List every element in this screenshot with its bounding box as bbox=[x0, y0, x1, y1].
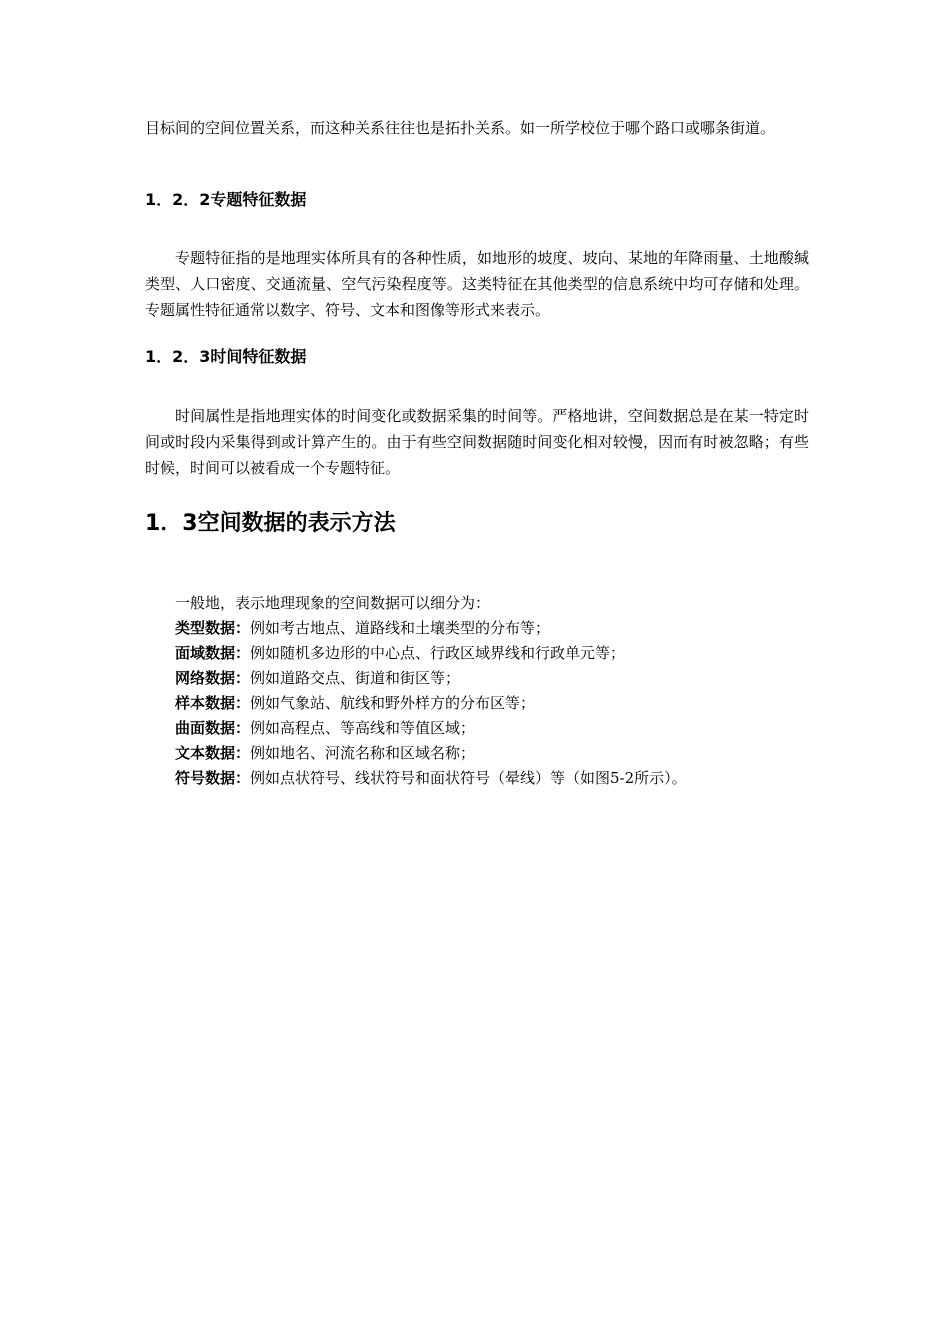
data-type-list bbox=[175, 591, 815, 791]
intro-paragraph: 目标间的空间位置关系，而这种关系往往也是拓扑关系。如一所学校位于哪个路口或哪条街道。 bbox=[145, 119, 776, 137]
list-lead bbox=[175, 591, 815, 616]
heading-1-3: 1．3空间数据的表示方法 bbox=[145, 511, 396, 536]
paragraph-thematic-features: 专题特征指的是地理实体所具有的各种性质，如地形的坡度、坡向、某地的年降雨量、土地酸缄类型、人口密度、交通流量、空气污染程度等。这类特征在其他类型的信息系统中均可存储和处理。专题属性特征通常以数字、符号、文本和图像等形式来表示。 bbox=[145, 249, 809, 319]
list-item-desc: 例如考古地点、道路线和土壤类型的分布等； bbox=[250, 619, 551, 637]
list-item-desc: 例如气象站、航线和野外样方的分布区等； bbox=[250, 694, 536, 712]
list-item-term: 类型数据： bbox=[175, 619, 251, 637]
list-item-desc: 例如道路交点、街道和街区等； bbox=[250, 669, 461, 687]
list-item-term: 符号数据： bbox=[175, 769, 251, 787]
heading-1-2-2: 1．2．2专题特征数据 bbox=[145, 190, 307, 209]
list-item-term: 文本数据： bbox=[175, 744, 251, 762]
list-item-term: 网络数据： bbox=[175, 669, 251, 687]
list-item bbox=[175, 616, 815, 641]
list-item bbox=[175, 666, 815, 691]
list-item-term: 样本数据： bbox=[175, 694, 251, 712]
list-item-desc: 例如地名、河流名称和区域名称； bbox=[250, 744, 476, 762]
list-item-term: 曲面数据： bbox=[175, 719, 251, 737]
list-item-desc: 例如高程点、等高线和等值区域； bbox=[250, 719, 476, 737]
list-item-desc: 例如随机多边形的中心点、行政区域界线和行政单元等； bbox=[250, 644, 626, 662]
paragraph-time-features: 时间属性是指地理实体的时间变化或数据采集的时间等。严格地讲，空间数据总是在某一特定时间或时段内采集得到或计算产生的。由于有些空间数据随时间变化相对较慢，因而有时被忽略；有些时候，时间可以被看成一个专题特征。 bbox=[145, 407, 809, 477]
list-item bbox=[175, 741, 815, 766]
list-item-term: 面域数据： bbox=[175, 644, 251, 662]
list-item bbox=[175, 691, 815, 716]
list-item bbox=[175, 766, 815, 791]
list-item bbox=[175, 641, 815, 666]
list-item-desc: 例如点状符号、线状符号和面状符号（晕线）等（如图5-2所示）。 bbox=[250, 769, 687, 787]
heading-1-2-3: 1．2．3时间特征数据 bbox=[145, 347, 307, 366]
list-item bbox=[175, 716, 815, 741]
list-lead-text: 一般地，表示地理现象的空间数据可以细分为： bbox=[175, 594, 491, 612]
